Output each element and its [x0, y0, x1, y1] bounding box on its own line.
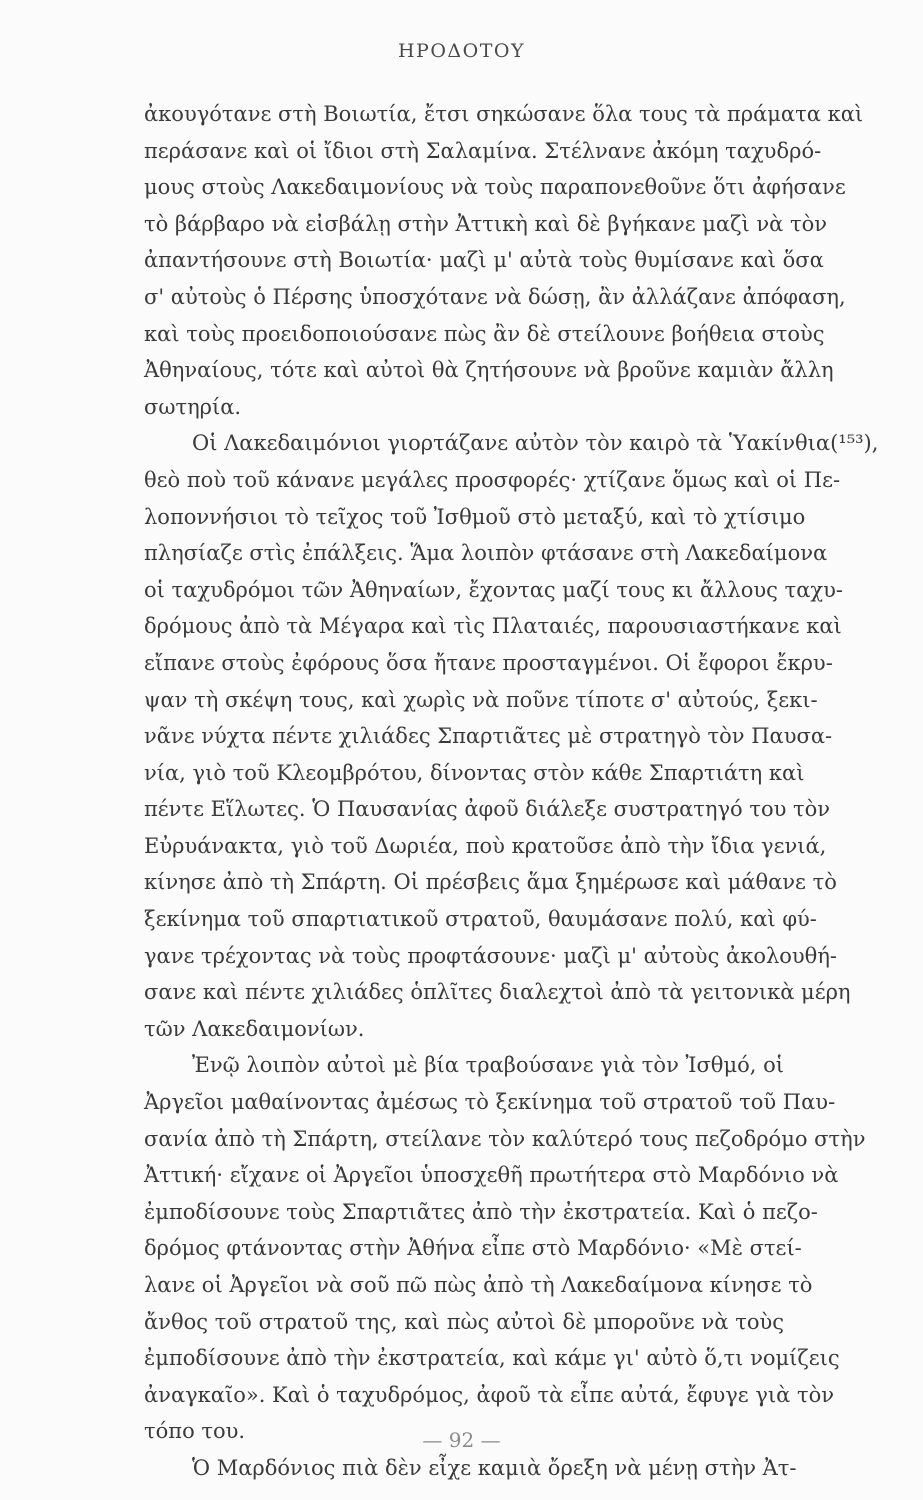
text-line: τὸ βάρβαρο νὰ εἰσβάλῃ στὴν Ἀττικὴ καὶ δὲ βγήκανε μαζὶ νὰ τὸν — [144, 211, 828, 236]
text-line: νᾶνε νύχτα πέντε χιλιάδες Σπαρτιᾶτες μὲ στρατηγὸ τὸν Παυσα- — [144, 724, 833, 749]
text-line: γανε τρέχοντας νὰ τοὺς προφτάσουνε· μαζὶ μ' αὐτοὺς ἀκολουθή- — [144, 943, 837, 968]
text-line: σωτηρία. — [144, 394, 242, 419]
text-line: Ὁ Μαρδόνιος πιὰ δὲν εἶχε καμιὰ ὄρεξη νὰ μένῃ στὴν Ἀτ- — [192, 1455, 797, 1480]
text-line: λανε οἱ Ἀργεῖοι νὰ σοῦ πῶ πὼς ἀπὸ τὴ Λακεδαίμονα κίνησε τὸ — [144, 1273, 813, 1297]
text-line: Ἐνῷ λοιπὸν αὐτοὶ μὲ βία τραβούσανε γιὰ τὸν Ἰσθμό, οἱ — [192, 1053, 784, 1078]
body-text — [144, 96, 879, 1487]
text-line: Ἀργεῖοι μαθαίνοντας ἀμέσως τὸ ξεκίνημα τοῦ στρατοῦ τοῦ Παυ- — [144, 1090, 836, 1115]
text-line: σανία ἀπὸ τὴ Σπάρτη, στείλανε τὸν καλύτερό τους πεζοδρόμο στὴν — [144, 1126, 866, 1151]
text-line: σ' αὐτοὺς ὁ Πέρσης ὑποσχότανε νὰ δώσῃ, ἂν ἀλλάζανε ἀπόφαση, — [144, 284, 846, 309]
text-line: οἱ ταχυδρόμοι τῶν Ἀθηναίων, ἔχοντας μαζί τους κι ἄλλους ταχυ- — [144, 577, 843, 602]
text-line: λοποννήσιοι τὸ τεῖχος τοῦ Ἰσθμοῦ στὸ μεταξύ, καὶ τὸ χτίσιμο — [144, 504, 806, 529]
text-line: Εὐρυάνακτα, γιὸ τοῦ Δωριέα, ποὺ κρατοῦσε ἀπὸ τὴν ἴδια γενιά, — [144, 833, 827, 858]
text-line: ἀπαντήσουνε στὴ Βοιωτία· μαζὶ μ' αὐτὰ τοὺς θυμίσανε καὶ ὅσα — [144, 248, 824, 273]
text-line: Οἱ Λακεδαιμόνιοι γιορτάζανε αὐτὸν τὸν καιρὸ τὰ Ὑακίνθια(¹⁵³), — [192, 431, 879, 456]
text-line: σανε καὶ πέντε χιλιάδες ὁπλῖτες διαλεχτοὶ ἀπὸ τὰ γειτονικὰ μέρη — [144, 980, 851, 1005]
text-line: δρόμος φτάνοντας στὴν Ἀθήνα εἶπε στὸ Μαρδόνιο· «Μὲ στεί- — [144, 1236, 802, 1261]
text-line: θεὸ ποὺ τοῦ κάνανε μεγάλες προσφορές· χτίζανε ὅμως καὶ οἱ Πε- — [144, 467, 841, 492]
text-line: ἀναγκαῖο». Καὶ ὁ ταχυδρόμος, ἀφοῦ τὰ εἶπε αὐτά, ἔφυγε γιὰ τὸν — [144, 1382, 835, 1407]
text-line: Ἀθηναίους, τότε καὶ αὐτοὶ θὰ ζητήσουνε νὰ βροῦνε καμιὰν ἄλλη — [144, 358, 834, 383]
text-line: πέντε Εἵλωτες. Ὁ Παυσανίας ἀφοῦ διάλεξε συστρατηγό του τὸν — [144, 797, 831, 822]
text-line: ἐμποδίσουνε ἀπὸ τὴν ἐκστρατεία, καὶ κάμε γι' αὐτὸ ὅ,τι νομίζεις — [144, 1346, 840, 1371]
text-line: τῶν Λακεδαιμονίων. — [144, 1016, 365, 1041]
text-line: μους στοὺς Λακεδαιμονίους νὰ τοὺς παραπονεθοῦνε ὅτι ἀφήσανε — [144, 175, 846, 200]
text-line: εἴπανε στοὺς ἐφόρους ὅσα ἤτανε προσταγμένοι. Οἱ ἔφοροι ἔκρυ- — [144, 650, 833, 675]
text-line: κίνησε ἀπὸ τὴ Σπάρτη. Οἱ πρέσβεις ἅμα ξημέρωσε καὶ μάθανε τὸ — [144, 870, 837, 895]
text-line: ἐμποδίσουνε τοὺς Σπαρτιᾶτες ἀπὸ τὴν ἐκστρατεία. Καὶ ὁ πεζο- — [144, 1199, 818, 1224]
text-line: δρόμους ἀπὸ τὰ Μέγαρα καὶ τὶς Πλαταιές, παρουσιαστήκανε καὶ — [144, 614, 842, 639]
page-number: — 92 — — [422, 1428, 501, 1452]
text-line: περάσανε καὶ οἱ ἴδιοι στὴ Σαλαμίνα. Στέλνανε ἀκόμη ταχυδρό- — [144, 138, 822, 163]
running-head: ΗΡΟΔΟΤΟΥ — [397, 40, 526, 62]
text-line: τόπο του. — [144, 1419, 246, 1444]
text-line: ἀκουγότανε στὴ Βοιωτία, ἔτσι σηκώσανε ὅλα τους τὰ πράματα καὶ — [144, 102, 864, 126]
text-line: νία, γιὸ τοῦ Κλεομβρότου, δίνοντας στὸν κάθε Σπαρτιάτη καὶ — [144, 760, 805, 785]
text-line: καὶ τοὺς προειδοποιούσανε πὼς ἂν δὲ στείλουνε βοήθεια στοὺς — [144, 321, 825, 346]
text-line: πλησίαζε στὶς ἐπάλξεις. Ἅμα λοιπὸν φτάσανε στὴ Λακεδαίμονα — [144, 541, 828, 566]
text-line: ξεκίνημα τοῦ σπαρτιατικοῦ στρατοῦ, θαυμάσανε πολύ, καὶ φύ- — [144, 907, 817, 932]
text-line: ψαν τὴ σκέψη τους, καὶ χωρὶς νὰ ποῦνε τίποτε σ' αὐτούς, ξεκι- — [144, 687, 818, 712]
text-line: Ἀττική· εἴχανε οἱ Ἀργεῖοι ὑποσχεθῆ πρωτήτερα στὸ Μαρδόνιο νὰ — [144, 1163, 839, 1188]
text-line: ἄνθος τοῦ στρατοῦ της, καὶ πὼς αὐτοὶ δὲ μποροῦνε νὰ τοὺς — [144, 1309, 784, 1334]
